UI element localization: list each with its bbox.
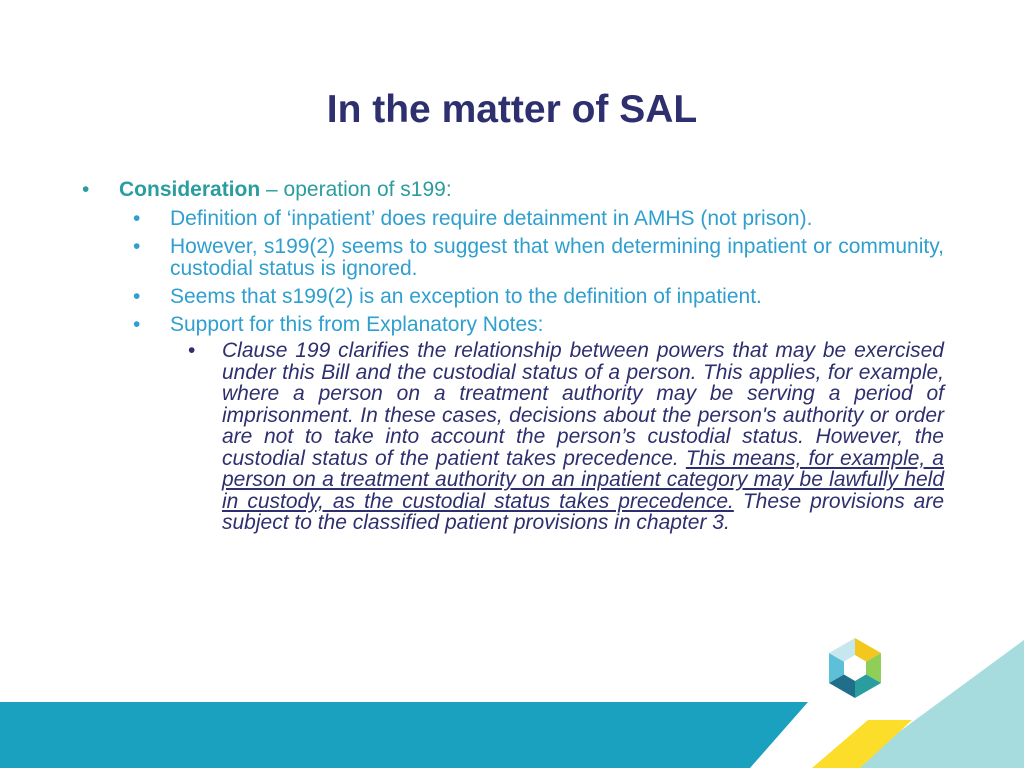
bullet-dot: • bbox=[82, 178, 90, 201]
sub-bullet-text: Seems that s199(2) is an exception to the definition of inpatient. bbox=[170, 285, 762, 308]
bullet-dot: • bbox=[133, 235, 141, 258]
bullet-heading-rest: – operation of s199: bbox=[260, 178, 452, 201]
footer-band-yellow bbox=[812, 720, 912, 768]
quote-text-part1: Clause 199 clarifies the relationship between powers that may be exercised under this Bill and the custodial status of a person. This applies, for example, where a person on a treatment authority may be serving a period of imprisonment. In these cases, decisions about the person's authority or order are not to take into account the person’s custodial status. However, the custodial status of the patient takes precedence. bbox=[222, 339, 944, 470]
bullet-dot: • bbox=[133, 313, 141, 336]
slide-title: In the matter of SAL bbox=[326, 88, 698, 131]
bullet-dot: • bbox=[133, 207, 141, 230]
sub-bullet-text: Support for this from Explanatory Notes: bbox=[170, 313, 544, 336]
sub-bullet-text: However, s199(2) seems to suggest that when determining inpatient or community, custodial status is ignored. bbox=[170, 235, 944, 280]
sub-bullet bbox=[129, 314, 944, 336]
hexagon-logo bbox=[829, 638, 881, 698]
slide-body bbox=[78, 178, 944, 534]
sub-bullet bbox=[129, 286, 944, 308]
sub-bullet bbox=[129, 208, 944, 230]
quote-text-part2: These provisions are subject to the classified patient provisions in chapter 3. bbox=[222, 489, 945, 534]
bullet-dot: • bbox=[188, 339, 196, 362]
bullet-dot: • bbox=[133, 285, 141, 308]
bullet-consideration bbox=[78, 178, 944, 202]
sub-bullet bbox=[129, 236, 944, 280]
sub-bullet-text: Definition of ‘inpatient’ does require detainment in AMHS (not prison). bbox=[170, 207, 813, 230]
quote-text-underlined: This means, for example, a person on a treatment authority on an inpatient category may be lawfully held in custody, as the custodial status takes precedence. bbox=[222, 446, 944, 513]
footer-band-teal bbox=[0, 702, 808, 768]
quote-bullet bbox=[182, 340, 944, 534]
bullet-heading: Consideration bbox=[119, 178, 261, 201]
footer-band-light bbox=[850, 640, 1024, 768]
